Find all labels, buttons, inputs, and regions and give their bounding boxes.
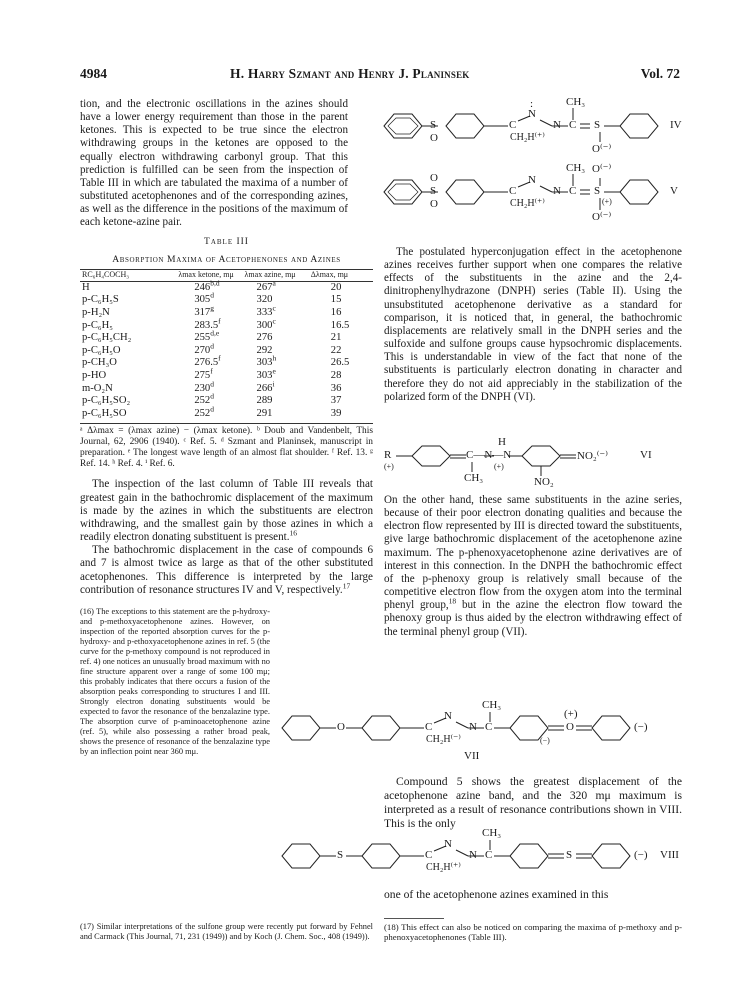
atom-n: N	[553, 119, 561, 131]
atom-s: S	[566, 849, 573, 861]
table-cell: 266$^i$	[256, 379, 275, 394]
table-cell: 300$^c$	[256, 316, 276, 331]
table-cell: 276	[256, 332, 273, 344]
structure-iv	[380, 96, 685, 158]
atom-o: O	[566, 721, 574, 733]
table-cell: 305$^d$	[194, 290, 214, 306]
paragraph: The bathochromic displacement in the case of compounds 6 and 7 is almost twice as large as that of the other substituted acetophenones. This difference is interpreted by the large contribution of resonance structures IV and V, respectively.$^{17}$	[80, 544, 373, 596]
structure-label: VI	[640, 449, 652, 461]
atom-c: C	[569, 119, 577, 131]
structure-vi	[384, 436, 684, 492]
paragraph: The inspection of the last column of Table III reveals that greatest gain in the bathochromic displacement of the maximum is made by the azines in which the substituents are electron withdrawing, and the smallest gain by those azines in which a readily electron donating substituent is present.$^{16}$	[80, 478, 373, 544]
table-cell: p-C₆H₅SO	[82, 407, 127, 419]
charge-minus: (−)	[634, 849, 648, 861]
r-group: R	[384, 449, 392, 461]
atom-n: N	[444, 838, 452, 850]
ch2h-group: CH₂H⁽⁺⁾	[426, 862, 461, 873]
table-cell: 255$^{d,e}$	[194, 328, 220, 344]
table-row	[80, 332, 373, 345]
table-cell: m-O₂N	[82, 382, 113, 394]
footnote-ref: 17	[342, 580, 351, 590]
lone-pair: :	[530, 98, 534, 110]
table-cell: 333$^c$	[256, 303, 276, 319]
left-column	[80, 98, 373, 757]
column-header: Δλmax, mμ	[310, 269, 349, 279]
footnote-ref: 18	[448, 596, 457, 606]
paragraph: tion, and the electronic oscillations in the azines should have a lower energy requirement than those in the parent ketones. This is expected to be true since the electron withdrawing groups in the ketones are opposed to the equally electron withdrawing carbonyl group. That this prediction is fulfilled can be seen from the inspection of Table III in which are tabulated the maxima of a number of substituted acetophenones and of the corresponding azines, as well as the difference in the positions of the maximum of each ketone-azine pair.	[80, 98, 348, 229]
atom-c: C	[425, 849, 433, 861]
table-row	[80, 408, 373, 421]
volume-number: Vol. 72	[640, 66, 680, 81]
table-cell: 20	[330, 281, 342, 293]
table-cell: 21	[330, 332, 342, 344]
table-cell: p-C₆H₅CH₂	[82, 332, 132, 344]
charge-plus: (+)	[384, 462, 394, 471]
right-column-cont3	[384, 888, 682, 902]
table-cell: 36	[330, 382, 342, 394]
atom-n: N	[553, 185, 561, 197]
table-cell: 292	[256, 344, 273, 356]
table-row	[80, 370, 373, 383]
atom-c: C	[485, 849, 493, 861]
atom-n: N	[444, 710, 452, 722]
table-cell: 22	[330, 344, 342, 356]
table-cell: 16	[330, 307, 342, 319]
paragraph: Compound 5 shows the greatest displacement of the acetophenone azine band, and the 320 mμ maximum is interpreted as a result of resonance contributions shown in VIII. This is the only	[384, 775, 682, 830]
structure-v	[380, 160, 685, 226]
running-header	[80, 66, 680, 84]
table-cell: p-C₆H₅S	[82, 294, 119, 306]
oxide-anion: O⁽⁻⁾	[592, 163, 612, 175]
table-cell: 16.5	[330, 319, 350, 331]
atom-s: S	[337, 849, 344, 861]
atom-c: C	[485, 721, 493, 733]
atom-s: S	[430, 185, 437, 197]
atom-n: N	[469, 849, 477, 861]
methyl-group: CH₃	[482, 699, 502, 711]
table-row	[80, 395, 373, 408]
atom-o: O	[430, 198, 438, 210]
footnote-ref: 16	[289, 528, 297, 538]
atom-c: C	[509, 119, 517, 131]
table-cell: p-HO	[82, 370, 107, 382]
atom-s: S	[594, 119, 601, 131]
table-row	[80, 320, 373, 333]
absorption-table	[80, 269, 373, 421]
footnote-17: (17) Similar interpretations of the sulfone group were recently put forward by Fehnel and Carmack (This Journal, 71, 231 (1949)) and by Koch (J. Chem. Soc., 408 (1949)).	[80, 922, 373, 942]
table-cell: 28	[330, 370, 342, 382]
right-column	[384, 246, 682, 404]
charge-plus: (+)	[564, 708, 578, 720]
table-cell: p-CH₃O	[82, 357, 117, 369]
atom-h: H	[498, 436, 506, 448]
charge-minus: (−)	[634, 721, 648, 733]
table-cell: 317$^g$	[194, 303, 214, 319]
footnote-16: (16) The exceptions to this statement are the p-hydroxy- and p-methoxyacetophenone azines. However, on inspection of the reported absorption curves for the p-hydroxy- and p-ethoxyacetophenone azines in ref. 5 (the curve for the p-methoxy compound is not reproduced in ref. 4) one notices an unusually broad maximum with no fine structure apparent over a range of some 100 mμ; this probably indicates that there occurs a fusion of the absorption peaks corresponding to structures I and III. Strongly electron donating substituents would be expected to favor the resonance of the benzalazine type. The absorption curve of p-aminoacetophenone azine (ref. 5), while also possessing a rather broad peak, shows the presence of resonance of the benzalazine type by an inflection point near 360 mμ.	[80, 606, 270, 756]
atom-n: N	[528, 108, 536, 120]
atom-o: O	[430, 132, 438, 144]
right-column-cont	[384, 494, 682, 639]
footnote-18: (18) This effect can also be noticed on comparing the maxima of p-methoxy and p-phenoxyacetophenones (Table III).	[384, 922, 682, 942]
ch2h-group: CH₂H⁽⁻⁾	[426, 734, 461, 745]
table-cell: 303e	[256, 366, 276, 382]
right-footnote-area	[384, 918, 682, 942]
table-cell: 15	[330, 294, 342, 306]
table-cell: 37	[330, 395, 342, 407]
table-cell: 303$^h$	[256, 353, 277, 369]
atom-n: N	[469, 721, 477, 733]
table-cell: 276.5$^f$	[194, 353, 221, 369]
table-cell: 246$^{b,d}$	[194, 278, 220, 293]
atom-s: S	[594, 185, 601, 197]
paragraph: On the other hand, these same substituents in the azine series, because of their poor electron donating qualities and because the electron flow represented by III is directed toward the substituents, give large bathochromic displacement of the acetophenone azine maximum. The p-phenoxyacetophenone azine derivatives are of interest in this connection. In the DNPH the bathochromic effect of the p-phenoxy group is relatively small because of the competitive electron flow from the oxygen atom into the terminal phenyl group,$^{18}$ but in the azine the electron flow toward the phenoxy group is thus aided by the electron withdrawing effect of the terminal phenyl group (VII).	[384, 494, 682, 638]
page-number: 4984	[80, 66, 107, 81]
table-caption: Table III	[204, 236, 249, 247]
table-row	[80, 307, 373, 320]
column-header: λmax azine, mμ	[244, 269, 296, 279]
table-cell: p-H₂N	[82, 307, 110, 319]
atom-n: N	[528, 174, 536, 186]
table-footnote: ᵃ Δλmax = (λmax azine) − (λmax ketone). ᵇ Doub and Vandenbelt, This Journal, 62, 2906 (1940). ᶜ Ref. 5. ᵈ Szmant and Planinsek, manuscript in preparation. ᵉ The longest wave length of an almost flat shoulder. ᶠ Ref. 13. ᵍ Ref. 14. ʰ Ref. 4. ⁱ Ref. 6.	[80, 423, 373, 470]
structure-label: IV	[670, 119, 682, 131]
right-column-cont2	[384, 775, 682, 831]
paragraph: The postulated hyperconjugation effect in the acetophenone azines receives further support when one compares the relative effects of the substituents in the azine and the 2,4-dinitrophenylhydrazone (DNPH) series (Table II). Using the unsubstituted acetophenone derivative as a standard for comparison, it is noticed that, in general, the bathochromic displacements are relatively small in the DNPH series and the sulfoxide and sulfone groups cause hypsochromic displacements. This is understandable in view of the fact that none of the substituents is particularly electron donating in character and therefore they do not aid appreciably in the stabilization of the polarized form of the DNPH (VI).	[384, 246, 682, 403]
structure-vii	[278, 700, 688, 762]
methyl-group: CH₃	[566, 96, 586, 108]
table-cell: 252$^d$	[194, 391, 214, 407]
paragraph: one of the acetophenone azines examined in this	[384, 888, 609, 901]
table-cell: p-C₆H₅	[82, 319, 113, 331]
table-cell: 230$^d$	[194, 379, 214, 394]
table-cell: 270$^d$	[194, 341, 214, 356]
oxide-anion: O⁽⁻⁾	[592, 211, 612, 223]
table-cell: p-C₆H₅O	[82, 344, 121, 356]
atom-c: C	[509, 185, 517, 197]
atom-s: S	[430, 119, 437, 131]
table-cell: 252$^d$	[194, 404, 214, 419]
table-cell: p-C₆H₅SO₂	[82, 395, 131, 407]
table-title: Absorption Maxima of Acetophenones and Azines	[112, 253, 341, 265]
ch2h-group: CH₂H⁽⁺⁾	[510, 132, 545, 143]
atom-o: O	[430, 172, 438, 184]
atom-o: O	[337, 721, 345, 733]
table-row	[80, 357, 373, 370]
charge-plus: (+)	[602, 197, 612, 206]
table-cell: 39	[330, 407, 342, 419]
charge-minus: (−)	[540, 736, 550, 745]
methyl-group: CH₃	[464, 472, 484, 484]
atom-c: C	[425, 721, 433, 733]
structure-label: V	[670, 185, 678, 197]
table-cell: 26.5	[330, 357, 350, 369]
column-header: RC₆H₄COCH₃	[82, 269, 130, 279]
table-row	[80, 383, 373, 396]
table-cell: H	[82, 281, 90, 293]
c-n-n-chain: C—N—N	[466, 449, 512, 461]
oxide-anion: O⁽⁻⁾	[592, 143, 612, 155]
nitro-group: NO₂	[534, 476, 554, 488]
table-cell: 320	[256, 294, 273, 306]
structure-viii	[278, 828, 688, 884]
nitronate-group: NO₂⁽⁻⁾	[577, 450, 608, 462]
table-row	[80, 345, 373, 358]
table-cell: 267$^a$	[256, 278, 276, 293]
structure-label: VII	[464, 750, 480, 762]
ch2h-group: CH₂H⁽⁺⁾	[510, 198, 545, 209]
structure-label: VIII	[660, 849, 679, 861]
structure-v-drawing	[380, 160, 685, 226]
methyl-group: CH₃	[566, 162, 586, 174]
table-cell: 275$^f$	[194, 366, 213, 382]
table-cell: 291	[256, 407, 273, 419]
column-header: λmax ketone, mμ	[178, 269, 234, 279]
table-cell: 289	[256, 395, 273, 407]
methyl-group: CH₃	[482, 827, 502, 839]
table-row	[80, 281, 373, 294]
table-row	[80, 294, 373, 307]
running-authors: H. Harry Szmant and Henry J. Planinsek	[230, 66, 470, 81]
table-cell: 283.5$^f$	[194, 316, 221, 331]
atom-c: C	[569, 185, 577, 197]
charge-plus: (+)	[494, 462, 504, 471]
